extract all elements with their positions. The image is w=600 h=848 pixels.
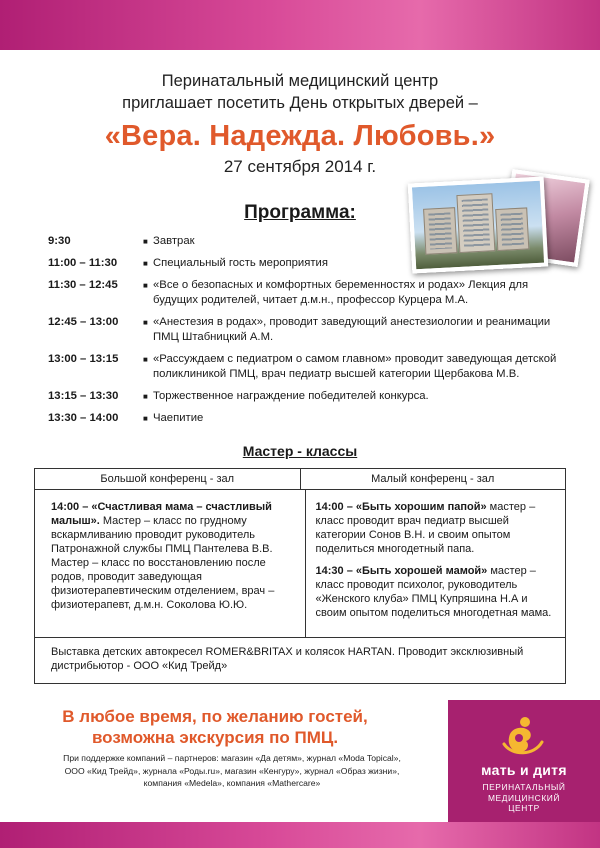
table-body-row [35, 490, 565, 638]
class-description: Мастер – класс по грудному вскармливанию проводит руководитель Патронажной службы ПМЦ Пантелева В.В. Мастер – класс по восстановлению после родов, проводит заведующая физиотерапевтическим отделением, врач – физиотерапевт, д.м.н. Соколова Ю.Ю. [51, 515, 275, 611]
class-title: 14:00 – «Счастливая мама – счастливый малыш». [51, 501, 272, 527]
sponsors-line-1: При поддержке компаний – партнеров: магазин «Да детям», журнал «Moda Topical», [63, 753, 401, 763]
event-title: «Вера. Надежда. Любовь.» [104, 120, 496, 152]
sponsors-text [22, 752, 442, 790]
class-description: мастер – класс проводит врач педиатр высшей категории Сонов В.Н. и своим опытом поделиться многодетный папа. [315, 501, 536, 555]
schedule-text: Торжественное награждение победителей конкурса. [153, 390, 429, 402]
small-hall-class-1 [316, 500, 560, 556]
small-hall-header: Малый конференц - зал [300, 469, 566, 489]
program-title: Программа: [244, 202, 356, 223]
schedule-text: Чаепитие [153, 412, 204, 424]
schedule-time: 11:00 – 11:30 [48, 257, 118, 269]
brand-sub-line-2: МЕДИЦИНСКИЙ [487, 792, 561, 803]
schedule-text: «Рассуждаем с педиатром о самом главном» проводит заведующая детской поликлиникой ПМЦ, врач педиатр высшей категории Щербакова М.В. [153, 353, 557, 380]
bullet-icon: ■ [143, 318, 148, 327]
brand-sub-line-3: ЦЕНТР [508, 803, 540, 813]
bullet-icon: ■ [143, 414, 148, 423]
schedule-text: Завтрак [153, 235, 195, 247]
big-hall-header: Большой конференц - зал [100, 473, 235, 485]
header [0, 70, 600, 177]
sponsors-line-2: ООО «Кид Трейд», журнала «Роды.ru», магазин «Кенгуру», журнал «Образ жизни», [64, 765, 400, 776]
brand-subtitle [448, 782, 600, 814]
schedule-text: «Анестезия в родах», проводит заведующий анестезиологии и реанимации ПМЦ Штабницкий А.М. [153, 316, 551, 343]
brand-block [448, 700, 600, 822]
sponsors-line-3: компания «Medela», компания «Mathercare» [143, 778, 321, 788]
schedule-row [48, 234, 558, 249]
intro-line-1: Перинатальный медицинский центр [161, 72, 439, 90]
schedule-time: 9:30 [48, 235, 71, 247]
bullet-icon: ■ [143, 237, 148, 246]
class-title: 14:30 – «Быть хорошей мамой» [315, 565, 488, 577]
schedule-time: 13:30 – 14:00 [48, 412, 119, 424]
schedule-time: 13:00 – 13:15 [48, 353, 119, 365]
schedule-row [48, 389, 558, 404]
intro-line-2: приглашает посетить День открытых дверей – [122, 94, 478, 112]
excursion-line-2: возможна экскурсия по ПМЦ. [91, 728, 339, 747]
brand-name: мать и дитя [481, 762, 567, 778]
bullet-icon: ■ [143, 392, 148, 401]
class-title: 14:00 – «Быть хорошим папой» [315, 501, 487, 513]
excursion-line-1: В любое время, по желанию гостей, [62, 707, 368, 726]
big-hall-cell [35, 490, 305, 637]
mother-and-child-logo-icon [500, 714, 546, 758]
small-hall-cell [305, 490, 566, 637]
class-description: мастер – класс проводит психолог, руководитель «Женского клуба» ПМЦ Купряшина Н.А и своим опытом поделиться многодетная мама. [315, 565, 552, 619]
schedule-time: 13:15 – 13:30 [48, 390, 119, 402]
small-hall-class-2 [316, 564, 560, 620]
bullet-icon: ■ [143, 259, 148, 268]
exhibition-note: Выставка детских автокресел ROMER&BRITAX и колясок HARTAN. Проводит эксклюзивный дистрибьютор - ООО «Кид Трейд» [51, 646, 524, 672]
schedule-text: «Все о безопасных и комфортных беременностях и родах» Лекция для будущих родителей, читает д.м.н., профессор Курцера М.А. [153, 279, 529, 306]
schedule-time: 11:30 – 12:45 [48, 279, 118, 291]
master-classes-title: Мастер - классы [242, 443, 358, 459]
schedule-row [48, 315, 558, 345]
master-classes-table [34, 468, 566, 684]
brand-sub-line-1: ПЕРИНАТАЛЬНЫЙ [482, 782, 566, 792]
schedule-text: Специальный гость мероприятия [153, 257, 328, 269]
event-date: 27 сентября 2014 г. [223, 157, 377, 176]
top-decorative-band [0, 0, 600, 50]
schedule-row [48, 278, 558, 308]
bottom-decorative-band [0, 822, 600, 848]
schedule-time: 12:45 – 13:00 [48, 316, 119, 328]
table-header-row [35, 469, 565, 490]
schedule-row [48, 256, 558, 271]
schedule-list [48, 234, 558, 433]
schedule-row [48, 352, 558, 382]
schedule-row [48, 411, 558, 426]
big-hall-class [51, 500, 295, 612]
bullet-icon: ■ [143, 355, 148, 364]
bullet-icon: ■ [143, 281, 148, 290]
